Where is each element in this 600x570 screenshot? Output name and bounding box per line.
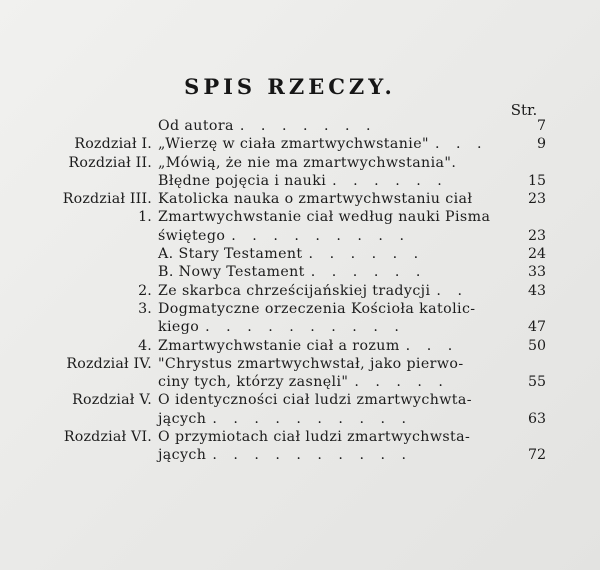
toc-row <box>0 135 600 153</box>
toc-row <box>0 373 600 391</box>
toc-row <box>0 428 600 446</box>
dot-leader: . . . <box>405 337 459 354</box>
toc-row <box>0 282 600 300</box>
toc-row <box>0 337 600 355</box>
entry-text: świętego <box>158 227 226 244</box>
entry-title <box>158 300 482 318</box>
chapter-label: Rozdział I. <box>74 136 152 153</box>
page-column-label: Str. <box>510 101 538 119</box>
entry-title <box>158 337 458 355</box>
dot-leader: . . . . . . <box>310 264 427 281</box>
dot-leader <box>470 429 476 445</box>
toc-row <box>0 300 600 318</box>
entry-text: B. Nowy Testament <box>158 264 305 281</box>
entry-text: O przymiotach ciał ludzi zmartwychwsta- <box>158 429 471 446</box>
entry-text: A. Stary Testament <box>158 246 303 263</box>
entry-title <box>158 190 478 208</box>
chapter-label: Rozdział II. <box>68 154 152 171</box>
entry-title <box>158 135 488 153</box>
toc-row <box>0 446 600 464</box>
entry-title <box>158 446 412 464</box>
entry-title <box>158 410 412 428</box>
dot-leader: . . . . . . . . . . <box>205 319 405 336</box>
toc-row <box>0 154 600 172</box>
dot-leader <box>464 356 470 372</box>
dot-leader <box>456 155 462 171</box>
page-number: 63 <box>527 410 546 427</box>
entry-text: Katolicka nauka o zmartwychwstaniu ciał <box>158 191 473 208</box>
page-number: 23 <box>527 227 546 244</box>
entry-text: Zmartwychwstanie ciał a rozum <box>158 337 400 354</box>
toc-row <box>0 391 600 409</box>
entry-title <box>158 428 476 446</box>
entry-title <box>158 318 405 336</box>
toc-row <box>0 355 600 373</box>
dot-leader: . . . . . . <box>308 246 425 263</box>
chapter-label: 2. <box>138 282 152 299</box>
dot-leader <box>476 301 482 317</box>
chapter-label: Rozdział III. <box>62 191 152 208</box>
toc-row <box>0 263 600 281</box>
entry-text: jących <box>158 410 207 427</box>
page-number: 15 <box>527 172 546 189</box>
page-number: 24 <box>527 246 546 263</box>
page-number: 33 <box>527 264 546 281</box>
toc-row <box>0 172 600 190</box>
chapter-label: 3. <box>138 300 152 317</box>
toc-row <box>0 208 600 226</box>
dot-leader: . . . . . . . <box>239 118 377 134</box>
chapter-label: Rozdział VI. <box>63 429 152 446</box>
chapter-label: Rozdział IV. <box>66 355 152 372</box>
page-number: 72 <box>527 447 546 464</box>
page-number: 9 <box>536 136 546 153</box>
page-title: SPIS RZECZY. <box>184 74 396 99</box>
entry-text: jących <box>158 447 207 464</box>
entry-text: „Mówią, że nie ma zmartwychwstania". <box>158 154 457 171</box>
entry-title <box>158 208 496 226</box>
entry-title <box>158 227 410 245</box>
dot-leader <box>472 392 478 408</box>
dot-leader: . . . . . . <box>332 172 448 189</box>
entry-text: kiego <box>158 319 200 336</box>
dot-leader: . . . . . <box>354 374 449 391</box>
page-number: 55 <box>527 374 546 391</box>
entry-title <box>158 355 470 373</box>
entry-title <box>158 172 448 190</box>
entry-title <box>158 282 468 300</box>
dot-leader: . . . . . . . . . . <box>212 447 412 464</box>
toc-row <box>0 318 600 336</box>
dot-leader: . . . . . . . . . <box>231 227 410 244</box>
chapter-label: Rozdział V. <box>72 392 152 409</box>
toc-row <box>0 190 600 208</box>
entry-title <box>158 245 424 263</box>
dot-leader: . . <box>436 282 468 299</box>
page-number: 43 <box>527 282 546 299</box>
entry-title <box>158 373 449 391</box>
dot-leader <box>472 191 478 207</box>
entry-title <box>158 263 426 281</box>
entry-text: Zmartwychwstanie ciał według nauki Pisma <box>158 209 491 226</box>
entry-title <box>158 391 478 409</box>
entry-text: Błędne pojęcia i nauki <box>158 172 327 189</box>
toc-row <box>0 245 600 263</box>
chapter-label: 1. <box>138 209 152 226</box>
page-number: 50 <box>527 337 546 354</box>
entry-text: „Wierzę w ciała zmartwychwstanie" <box>158 136 429 153</box>
toc-row <box>0 227 600 245</box>
entry-text: Dogmatyczne orzeczenia Kościoła katolic- <box>158 300 476 317</box>
entry-title <box>158 154 462 172</box>
entry-text: Ze skarbca chrześcijańskiej tradycji <box>158 282 431 299</box>
page-number: 7 <box>536 118 546 134</box>
dot-leader: . . . <box>434 136 488 153</box>
page-number: 47 <box>527 319 546 336</box>
toc-row <box>0 410 600 428</box>
chapter-label: 4. <box>138 337 152 354</box>
entry-text: "Chrystus zmartwychwstał, jako pierwo- <box>158 355 464 372</box>
entry-title <box>158 117 377 135</box>
entry-text: ciny tych, którzy zasnęli" <box>158 374 349 391</box>
entry-text: O identyczności ciał ludzi zmartwychwta- <box>158 392 472 409</box>
entry-text: Od autora <box>158 118 234 134</box>
page-number: 23 <box>527 191 546 208</box>
dot-leader <box>490 209 496 225</box>
table-of-contents <box>0 117 600 465</box>
toc-row <box>0 117 600 135</box>
dot-leader: . . . . . . . . . . <box>212 410 412 427</box>
